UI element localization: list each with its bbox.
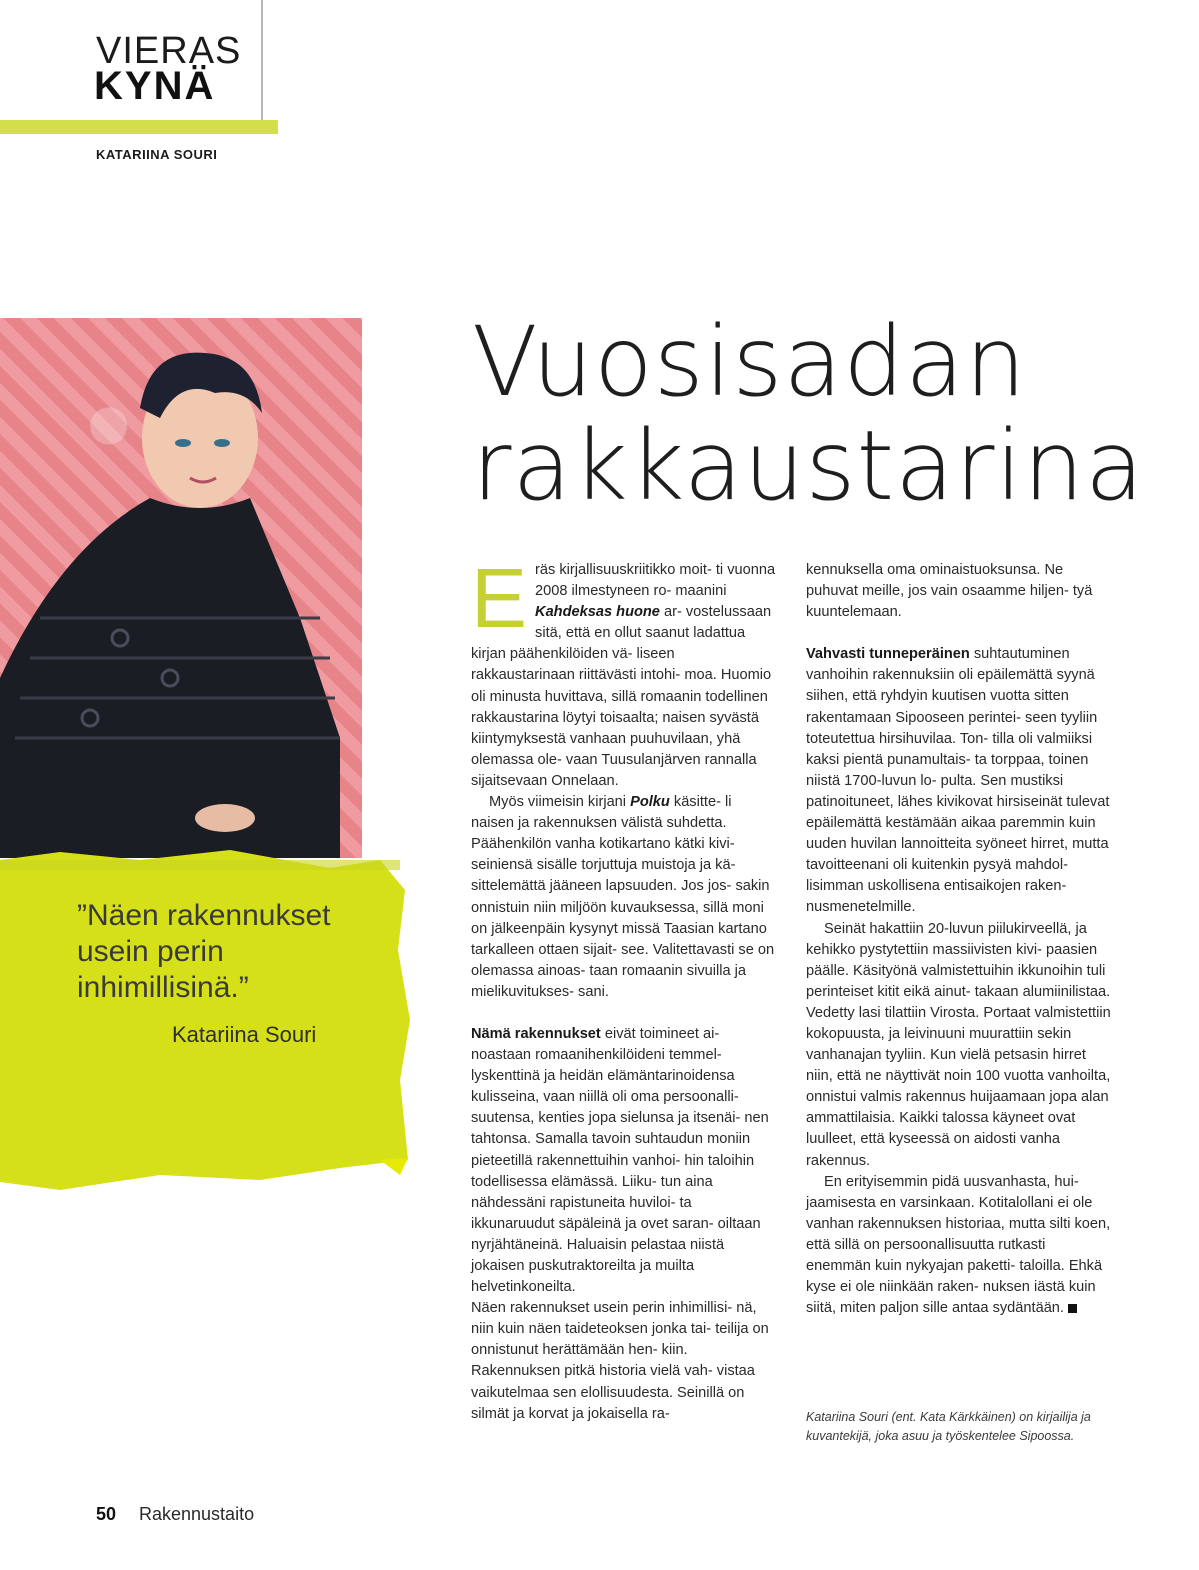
column-name-line2: KYNÄ [94,64,216,108]
magazine-name: Rakennustaito [139,1504,255,1524]
text-span: ar- vostelussaan sitä, että en ollut saanut ladattua kirjan päähenkilöiden vä- liseen rakkaustarinaan riittävästi intohi- moa. Huomio oli minusta huvittava, sillä romaanin todellinen rakkaustarina löytyi toisaalta; naisen syvästä kiintymyksestä vanhaan puuhuvilaan, yhä olemassa ole- vaan Tuusulanjärven rannalla sijaitsevaan Onnelaan. [471,604,772,789]
end-mark-icon [1068,1304,1077,1313]
author-photo [0,318,362,858]
article-column-2 [806,560,1112,1319]
column-name-line1: VIERAS [96,30,242,72]
pull-quote-author: Katariina Souri [172,1022,317,1047]
header-accent-bar [0,120,278,134]
headline-line-1: Vuosisadan [472,306,1027,418]
paragraph: kennuksella oma ominaistuoksunsa. Ne puhuvat meille, jos vain osaamme hiljen- tyä kuuntelemaan. [806,562,1093,621]
header-divider [261,0,263,120]
quote-panel-brushstroke [0,830,412,1192]
article-headline [472,306,1172,522]
book-title: Kahdeksas huone [535,604,660,621]
paragraph [471,1024,777,1298]
text-span: En erityisemmin pidä uusvanhasta, hui- jaamisesta en varsinkaan. Kotitalollani ei ole vanhan rakennuksen historiaa, mutta silti koen, että sillä on persoonallisuutta rutkasti enemmän kuin nykyajan paketti- taloilla. Ehkä kyse ei ole niinkään raken- nuksen iästä kuin siitä, miten paljon sille antaa sydäntään. [806,1173,1111,1317]
paragraph [806,644,1112,918]
author-bio: Katariina Souri (ent. Kata Kärkkäinen) on kirjailija ja kuvantekijä, joka asuu ja työskentelee Sipoossa. [806,1410,1091,1443]
text-span: suhtautuminen vanhoihin rakennuksiin oli epäilemättä syynä siihen, että ryhdyin kuutisen vuotta sitten rakentamaan Sipooseen perintei- seen tyyliin toteutettua hirsihuvilaa. Ton- tilla oli valmiiksi kaksi pientä punamultais- ta torppaa, toinen niistä 1700-luvun lo- pulta. Sen mustiksi patinoituneet, lähes kivikovat hirsiseinät tulevat epäilemättä kestämään aikaa paremmin kuin uuden huvilan lannoitteita syöneet hirret, mutta tavoitteenani oli kuitenkin pysyä mahdol- lisimman uskollisena entisaikojen raken- nusmenetelmille. [806,646,1110,916]
page-number: 50 [96,1504,117,1524]
paragraph: Näen rakennukset usein perin inhimillisi- nä, niin kuin näen taideteoksen jonka tai- teilija on onnistunut herättämään hen- kiin. Rakennuksen pitkä historia vielä vah- vistaa vaikutelmaa sen elollisuudesta. Seinillä on silmät ja korvat ja jokaisella ra- [471,1300,769,1422]
article-column-1 [471,551,777,1425]
text-span: Myös viimeisin kirjani [489,794,631,811]
text-span: eivät toimineet ai- noastaan romaanihenkilöideni temmel- lyskenttinä ja heidän elämäntarinoidensa kulisseina, vaan niillä oli oma persoonalli- suutensa, kenties jopa sielunsa ja itsenäi- nen tahtonsa. Samalla tavoin suhtaudun moniin pieteetillä rakennettuihin vanhoi- hin taloihin todellisessa elämässä. Liiku- tun aina nähdessäni rapistuneita huviloi- ta ikkunaruudut säpäleinä ja ovet saran- oiltaan nyrjähtäneinä. Haluaisin pelastaa niistä jokaisen puskutraktoreilta ja muilta helvetinkoneilta. [471,1025,769,1296]
book-title: Polku [630,794,670,811]
text-span: räs kirjallisuuskriitikko moit- ti vuonna 2008 ilmestyneen ro- maanini [535,562,776,600]
paragraph [806,1172,1112,1320]
paragraph [471,792,777,1003]
headline-line-2: rakkaustarina [472,410,1145,522]
paragraph [471,551,777,792]
lead-in: Vahvasti tunneperäinen [806,646,970,663]
pull-quote: ”Näen rakennukset usein perin inhimillisinä.” [77,899,331,1004]
author-tag: KATARIINA SOURI [96,147,218,162]
column-header [0,0,278,135]
lead-in: Nämä rakennukset [471,1025,601,1042]
paragraph: Seinät hakattiin 20-luvun piilukirveellä, ja kehikko pystytettiin massiivisten kivi- paasien päälle. Käsityönä valmistettuihin ikkunoihin tuli perinteiset kitit eikä ainut- takaan alumiinilistaa. Vedetty lasi tilattiin Virosta. Portaat valmistettiin kokopuusta, ja leivinuuni muurattiin sekin vanhanajan tyyliin. Kun vielä petsasin hirret niin, että ne näyttivät noin 100 vuotta vanhoilta, onnistui valmis rakennus huijaamaan jopa alan ammattilaisia. Kaikki talossa käyneet ovat luulleet, että kyseessä on aidosti vanha rakennus. [806,920,1111,1169]
drop-cap: E [471,551,528,645]
text-span: käsitte- li naisen ja rakennuksen välistä suhdetta. Päähenkilön vanha kotikartano kätki kivi- seiniensä sisälle torjuttuja muistoja ja kä- sittelemättä jääneen lapsuuden. Jos jos- sakin onnistuin niin miljöön kuvauksessa, sillä moni on jälkeenpäin kysynyt missä Taasian kartano tarkalleen ottaen sijait- see. Valitettavasti se on olemassa ainoas- taan romaanin sivuilla ja mielikuvitukses- sani. [471,794,775,1000]
